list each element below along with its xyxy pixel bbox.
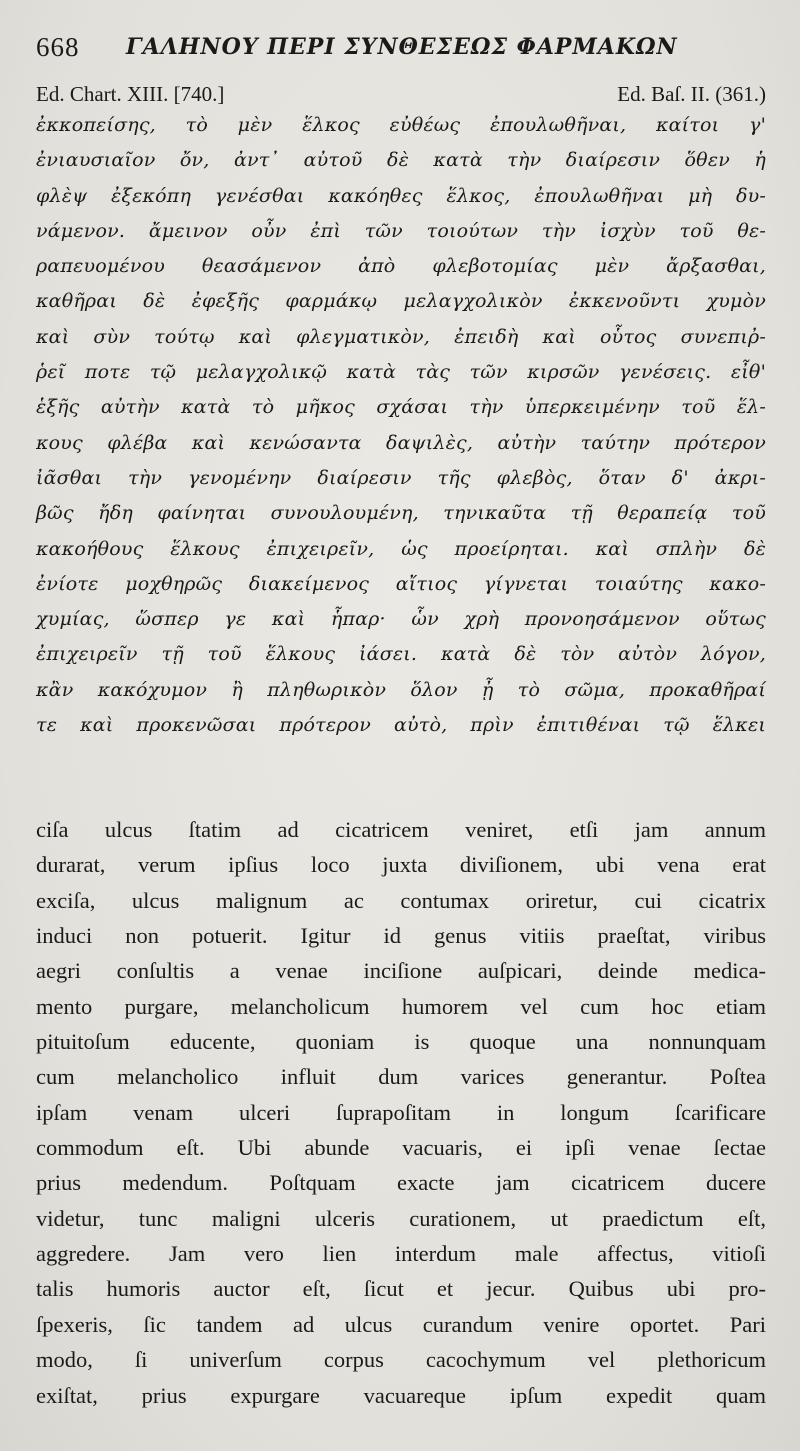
latin-line: ſpexeris, ſic tandem ad ulcus curandum venire oportet. Pari [36, 1311, 766, 1337]
greek-line: βῶς ἤδη φαίνηται συνουλουμένη, τηνικαῦτα τῇ θεραπείᾳ τοῦ [36, 502, 766, 525]
greek-text-block [36, 108, 766, 743]
greek-line: ἰᾶσθαι τὴν γενομένην διαίρεσιν τῆς φλεβὸς, ὅταν δ' ἀκρι- [36, 466, 766, 489]
greek-line: χυμίας, ὥσπερ γε καὶ ἧπαρ· ὧν χρὴ προνοησάμενον οὕτως [36, 608, 766, 631]
latin-line: videtur, tunc maligni ulceris curationem, ut praedictum eſt, [36, 1205, 766, 1231]
latin-line: pituitoſum educente, quoniam is quoque una nonnunquam [36, 1029, 766, 1055]
edition-reference-line [36, 82, 766, 110]
latin-line: ipſam venam ulceri ſuprapoſitam in longum ſcarificare [36, 1099, 766, 1125]
greek-line: ἐπιχειρεῖν τῇ τοῦ ἕλκους ἰάσει. κατὰ δὲ τὸν αὐτὸν λόγον, [36, 643, 766, 666]
greek-line: ἐκκοπείσης, τὸ μὲν ἕλκος εὐθέως ἐπουλωθῆναι, καίτοι γ' [36, 114, 766, 136]
greek-line: φλὲψ ἐξεκόπη γενέσθαι κακόηθες ἕλκος, ἐπουλωθῆναι μὴ δυ- [36, 184, 766, 207]
latin-line: exiſtat, prius expurgare vacuareque ipſum expedit quam [36, 1382, 766, 1408]
latin-line: modo, ſi univerſum corpus cacochymum vel plethoricum [36, 1347, 766, 1373]
latin-line: aegri conſultis a venae inciſione auſpicari, deinde medica- [36, 958, 766, 984]
greek-line: καθῆραι δὲ ἐφεξῆς φαρμάκῳ μελαγχολικὸν ἐκκενοῦντι χυμὸν [36, 290, 766, 313]
latin-line: mento purgare, melancholicum humorem vel cum hoc etiam [36, 993, 766, 1019]
latin-line: talis humoris auctor eſt, ſicut et jecur. Quibus ubi pro- [36, 1276, 766, 1302]
latin-line: commodum eſt. Ubi abunde vacuaris, ei ipſi venae ſectae [36, 1135, 766, 1161]
latin-line: induci non potuerit. Igitur id genus vitiis praeſtat, viribus [36, 923, 766, 949]
greek-line: ραπευομένου θεασάμενον ἀπὸ φλεβοτομίας μὲν ἄρξασθαι, [36, 255, 766, 278]
latin-text-block [36, 812, 766, 1413]
greek-line: ἐνιαυσιαῖον ὄν, ἀντ᾽ αὐτοῦ δὲ κατὰ τὴν διαίρεσιν ὅθεν ἡ [36, 149, 766, 172]
page-header [36, 30, 766, 66]
edition-basel-reference: Ed. Baſ. II. (361.) [617, 82, 766, 106]
greek-line: ῥεῖ ποτε τῷ μελαγχολικῷ κατὰ τὰς τῶν κιρσῶν γενέσεις. εἶθ' [36, 361, 766, 384]
greek-line: τε καὶ προκενῶσαι πρότερον αὐτὸ, πρὶν ἐπιτιθέναι τῷ ἕλκει [36, 714, 766, 737]
latin-line: durarat, verum ipſius loco juxta diviſionem, ubi vena erat [36, 852, 766, 878]
greek-line: κους φλέβα καὶ κενώσαντα δαψιλὲς, αὐτὴν ταύτην πρότερον [36, 431, 766, 454]
running-title: ΓΑΛΗΝΟΥ ΠΕΡΙ ΣΥΝΘΕΣΕΩΣ ΦΑΡΜΑΚΩΝ [126, 34, 678, 60]
greek-line: κἂν κακόχυμον ἢ πληθωρικὸν ὅλον ᾖ τὸ σῶμα, προκαθῆραί [36, 678, 766, 701]
greek-line: νάμενον. ἄμεινον οὖν ἐπὶ τῶν τοιούτων τὴν ἰσχὺν τοῦ θε- [36, 219, 766, 242]
greek-line: κακοήθους ἕλκους ἐπιχειρεῖν, ὡς προείρηται. καὶ σπλὴν δὲ [36, 537, 766, 560]
latin-line: aggredere. Jam vero lien interdum male affectus, vitioſi [36, 1241, 766, 1267]
page-number: 668 [36, 32, 80, 62]
latin-line: cum melancholico influit dum varices generantur. Poſtea [36, 1064, 766, 1090]
latin-line: exciſa, ulcus malignum ac contumax oriretur, cui cicatrix [36, 887, 766, 913]
latin-line: ciſa ulcus ſtatim ad cicatricem veniret, etſi jam annum [36, 817, 766, 842]
latin-line: prius medendum. Poſtquam exacte jam cicatricem ducere [36, 1170, 766, 1196]
greek-line: ἐνίοτε μοχθηρῶς διακείμενος αἴτιος γίγνεται τοιαύτης κακο- [36, 572, 766, 595]
greek-line: καὶ σὺν τούτῳ καὶ φλεγματικὸν, ἐπειδὴ καὶ οὗτος συνεπιῤ- [36, 325, 766, 348]
greek-line: ἑξῆς αὐτὴν κατὰ τὸ μῆκος σχάσαι τὴν ὑπερκειμένην τοῦ ἕλ- [36, 396, 766, 419]
edition-chartier-reference: Ed. Chart. XIII. [740.] [36, 82, 225, 106]
